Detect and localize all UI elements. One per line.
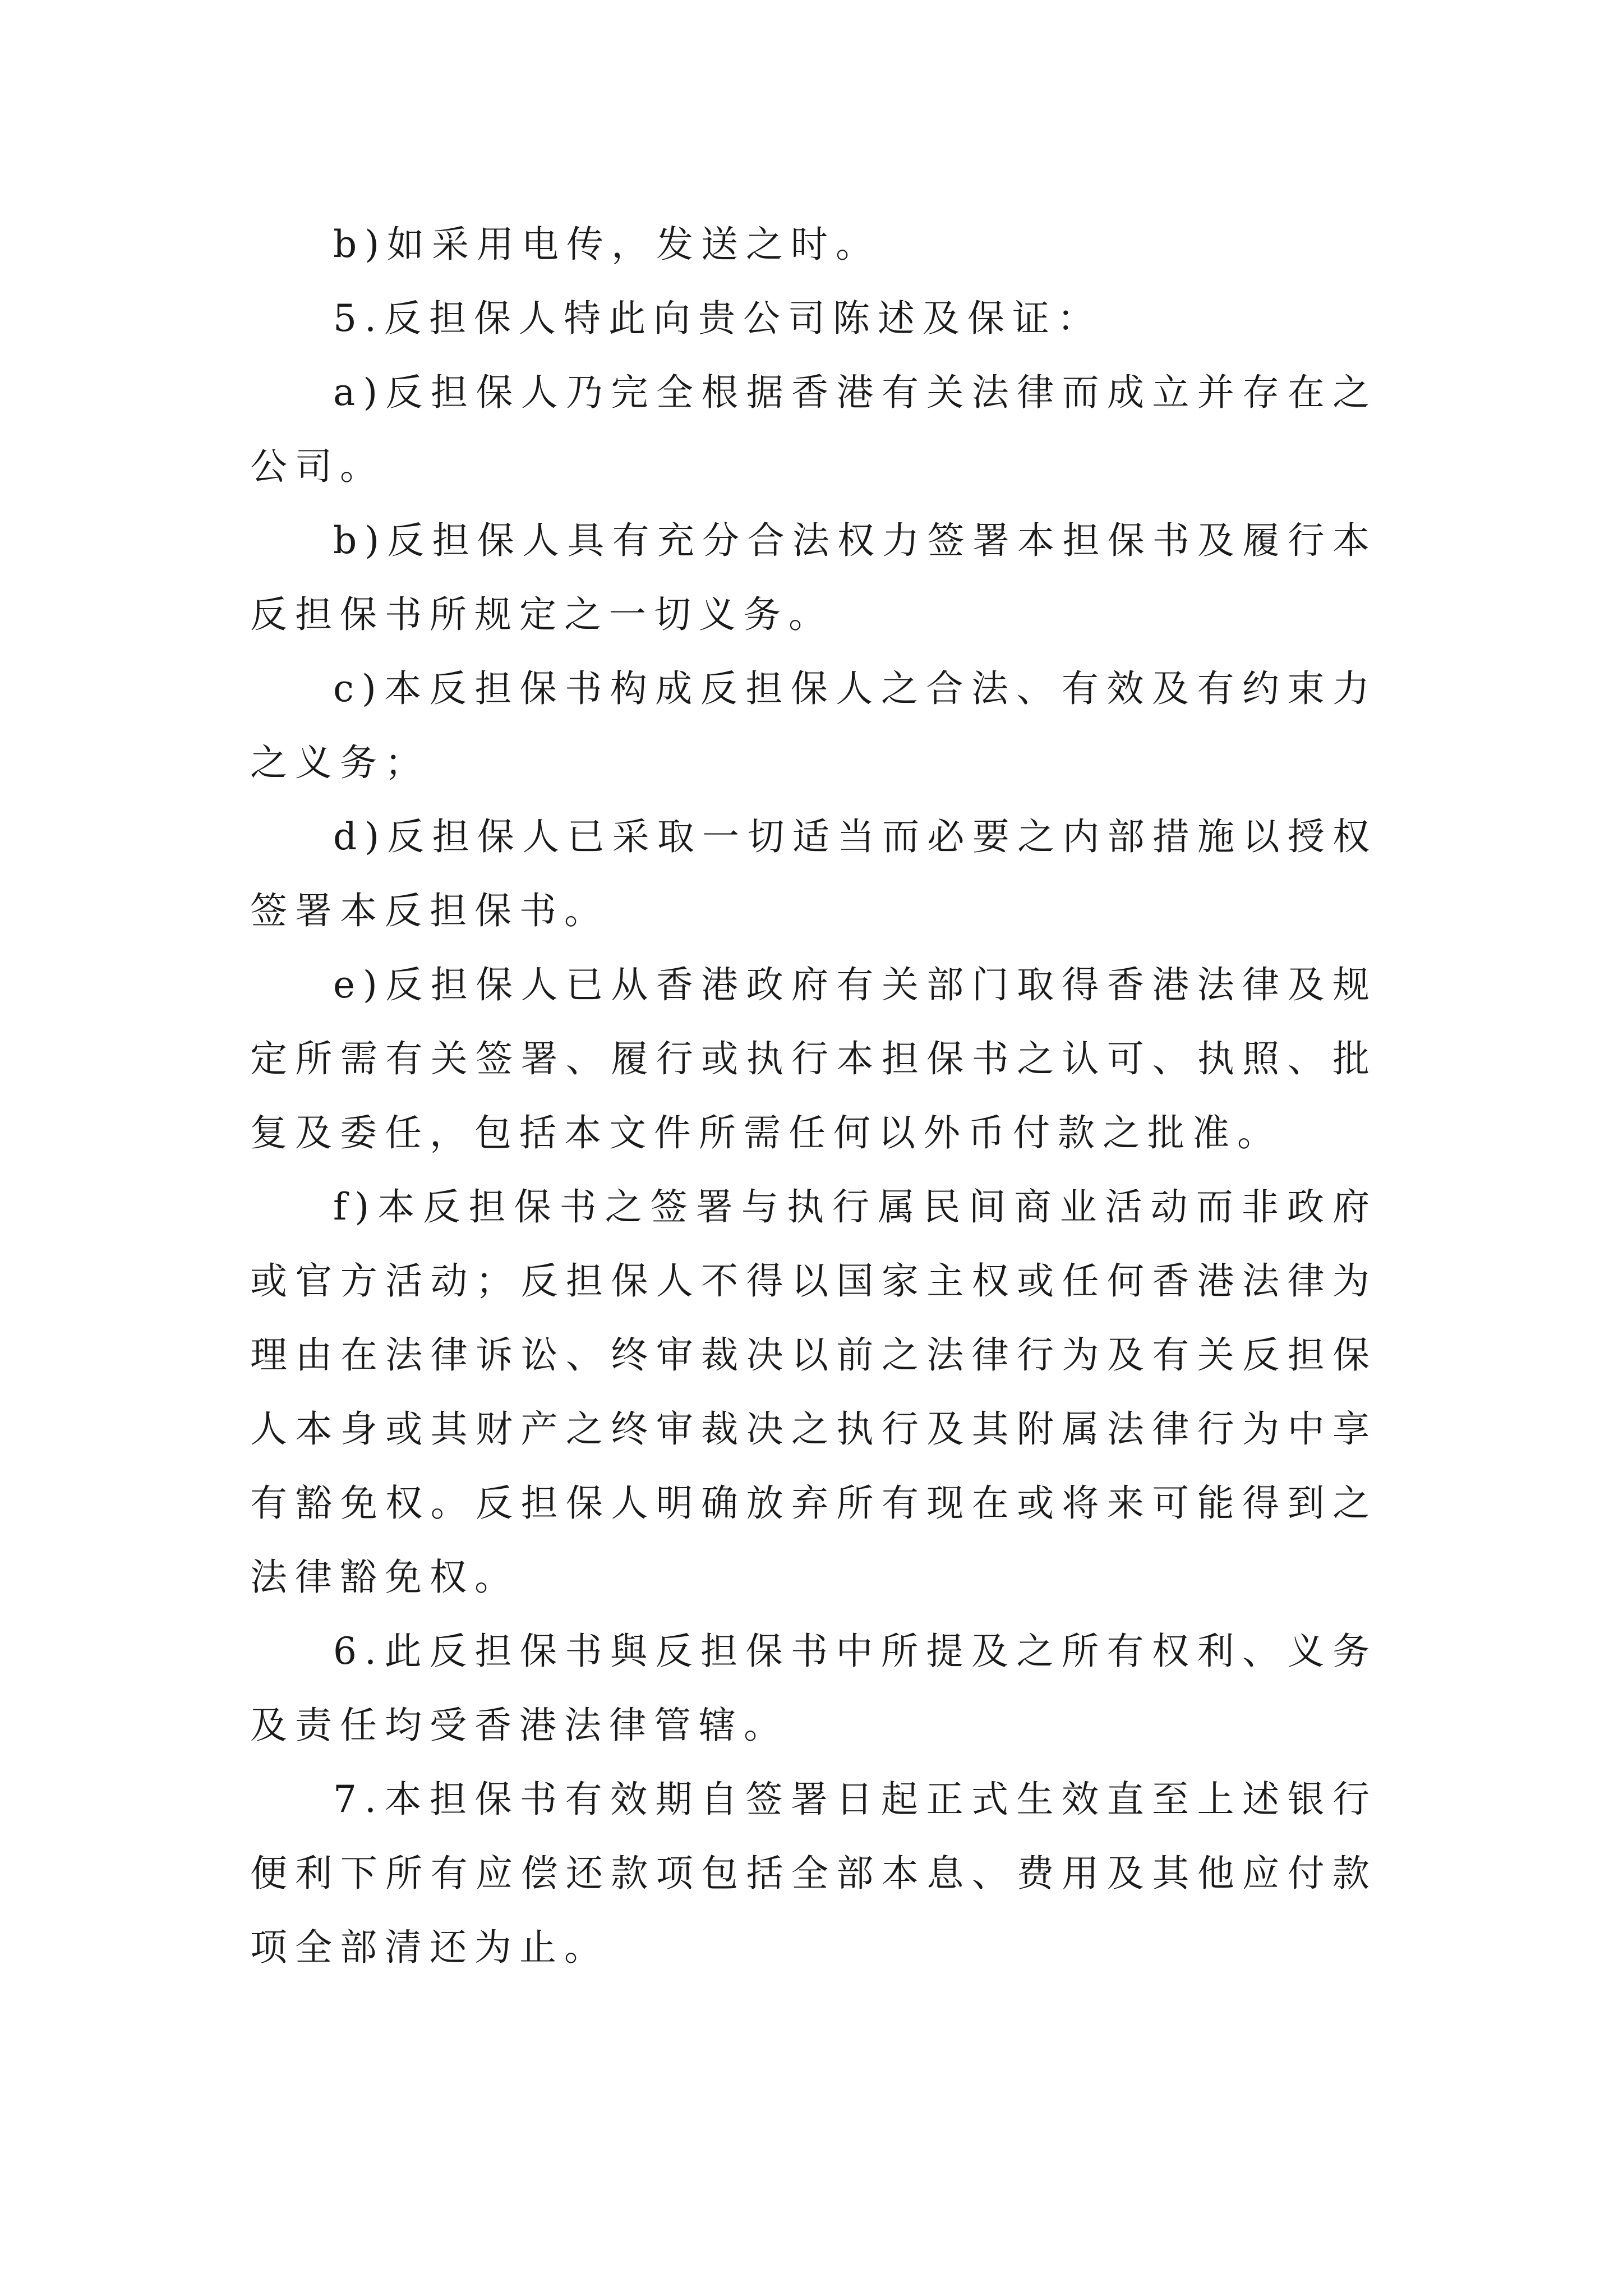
clause-5a: a)反担保人乃完全根据香港有关法律而成立并存在之公司。 [250, 371, 1377, 488]
clause-5e: e)反担保人已从香港政府有关部门取得香港法律及规定所需有关签署、履行或执行本担保书之认可、执照、批复及委任，包括本文件所需任何以外币付款之批准。 [250, 963, 1377, 1154]
clause-6: 6.此反担保书與反担保书中所提及之所有权利、义务及责任均受香港法律管辖。 [250, 1630, 1377, 1747]
clause-7: 7.本担保书有效期自签署日起正式生效直至上述银行便利下所有应偿还款项包括全部本息、费用及其他应付款项全部清还为止。 [250, 1778, 1377, 1969]
clause-5b: b)反担保人具有充分合法权力签署本担保书及履行本反担保书所规定之一切义务。 [250, 519, 1377, 636]
clause-5c: c)本反担保书构成反担保人之合法、有效及有约束力之义务； [250, 667, 1377, 784]
clause-5f: f)本反担保书之签署与执行属民间商业活动而非政府或官方活动；反担保人不得以国家主权或任何香港法律为理由在法律诉讼、终审裁决以前之法律行为及有关反担保人本身或其财产之终审裁决之执行及其附属法律行为中享有豁免权。反担保人明确放弃所有现在或将来可能得到之法律豁免权。 [250, 1185, 1377, 1599]
clause-5d: d)反担保人已采取一切适当而必要之内部措施以授权签署本反担保书。 [250, 815, 1377, 932]
clause-4b-telex: b)如采用电传，发送之时。 [333, 223, 880, 266]
clause-5-heading: 5.反担保人特此向贵公司陈述及保证： [333, 297, 1102, 340]
document-body [250, 208, 1377, 1985]
